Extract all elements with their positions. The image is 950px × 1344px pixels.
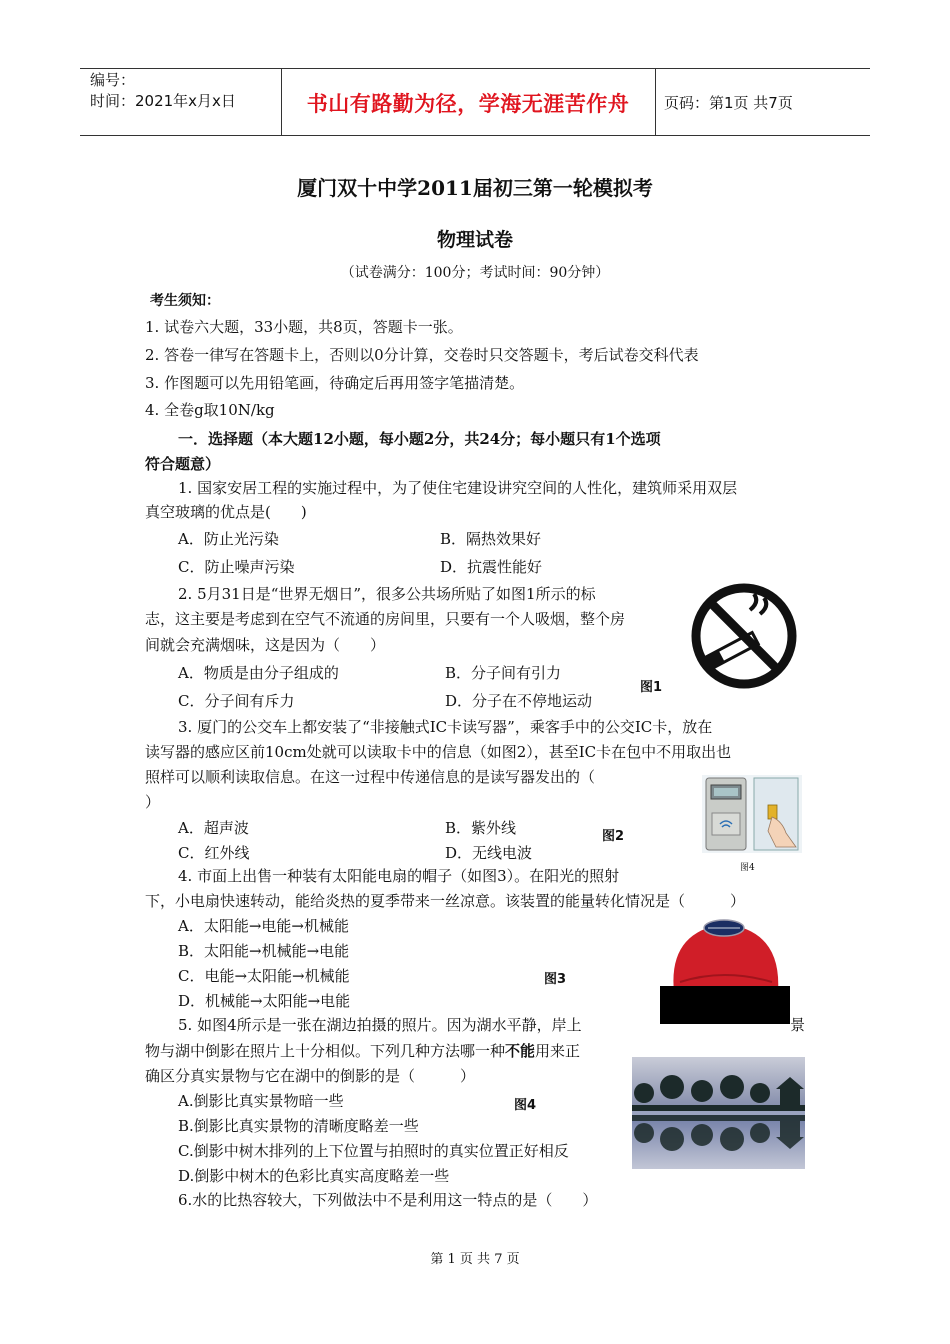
no-smoking-icon <box>688 580 800 692</box>
q4-stem: 4. 市面上出售一种装有太阳能电扇的帽子（如图3）。在阳光的照射 <box>178 867 620 885</box>
notice-item: 3. 作图题可以先用铅笔画，待确定后再用签字笔描清楚。 <box>145 374 525 392</box>
q5-stem-tail: 景 <box>790 1016 806 1034</box>
figure-1-label: 图1 <box>640 680 663 695</box>
q5-option-a: A.倒影比真实景物暗一些 <box>178 1092 344 1110</box>
q3-option-c: C．红外线 <box>178 844 250 862</box>
q1-stem: 真空玻璃的优点是( ) <box>145 503 307 521</box>
q5-option-b: B.倒影比真实景物的清晰度略差一些 <box>178 1117 419 1135</box>
header-motto: 书山有路勤为径，学海无涯苦作舟 <box>306 92 630 116</box>
q2-stem: 志，这主要是考虑到在空气不流通的房间里，只要有一个人吸烟，整个房 <box>145 610 626 628</box>
figure-4-label: 图4 <box>514 1098 537 1113</box>
figure-3-label: 图3 <box>544 972 567 987</box>
q3-option-b: B．紫外线 <box>445 819 517 837</box>
q2-option-d: D．分子在不停地运动 <box>445 692 593 710</box>
q2-option-c: C．分子间有斥力 <box>178 692 295 710</box>
q1-stem: 1. 国家安居工程的实施过程中，为了使住宅建设讲究空间的人性化，建筑师采用双层 <box>178 479 738 497</box>
header-left <box>90 70 280 112</box>
q4-option-a: A．太阳能→电能→机械能 <box>178 917 349 935</box>
q2-option-b: B．分子间有引力 <box>445 664 562 682</box>
q2-option-a: A．物质是由分子组成的 <box>178 664 339 682</box>
solar-fan-hat-image <box>660 912 790 1024</box>
ic-card-reader-image <box>702 775 802 853</box>
header-number: 编号： <box>90 71 136 89</box>
q2-stem: 2. 5月31日是“世界无烟日”，很多公共场所贴了如图1所示的标 <box>178 585 596 603</box>
q1-option-d: D．抗震性能好 <box>440 558 543 576</box>
figure-small-label: 图4 <box>740 863 755 873</box>
q5-stem-post: 用来正 <box>535 1042 581 1060</box>
q5-option-d: D.倒影中树木的色彩比真实高度略差一些 <box>178 1167 450 1185</box>
notice-heading: 考生须知： <box>150 293 220 309</box>
header-divider-right <box>655 68 656 136</box>
q2-stem: 间就会充满烟味，这是因为（ ） <box>145 636 386 654</box>
q5-stem: 5. 如图4所示是一张在湖边拍摄的照片。因为湖水平静，岸上 <box>178 1016 582 1034</box>
q4-option-b: B．太阳能→机械能→电能 <box>178 942 350 960</box>
q3-stem: 3. 厦门的公交车上都安装了“非接触式IC卡读写器”，乘客手中的公交IC卡，放在 <box>178 718 713 736</box>
notice-item: 4. 全卷g取10N/kg <box>145 401 275 419</box>
q3-stem: ） <box>145 793 161 811</box>
q6-stem: 6.水的比热容较大，下列做法中不是利用这一特点的是（ ） <box>178 1191 598 1209</box>
q3-option-d: D．无线电波 <box>445 844 533 862</box>
q4-stem: 下，小电扇快速转动，能给炎热的夏季带来一丝凉意。该装置的能量转化情况是（ ） <box>145 892 746 910</box>
q4-option-d: D．机械能→太阳能→电能 <box>178 992 351 1010</box>
header-bottom-border <box>80 135 870 136</box>
q5-stem-line2 <box>145 1040 580 1061</box>
section-heading-line1: 一．选择题（本大题12小题，每小题2分，共24分；每小题只有1个选项 <box>178 430 661 448</box>
section-heading-line2: 符合题意） <box>145 455 221 473</box>
notice-item: 1. 试卷六大题，33小题，共8页，答题卡一张。 <box>145 318 463 336</box>
q5-stem-pre: 物与湖中倒影在照片上十分相似。下列几种方法哪一种 <box>145 1042 506 1060</box>
exam-title: 厦门双十中学2011届初三第一轮模拟考 <box>297 176 653 200</box>
lake-reflection-photo <box>632 1057 805 1169</box>
q5-option-c: C.倒影中树木排列的上下位置与拍照时的真实位置正好相反 <box>178 1142 569 1160</box>
exam-info: （试卷满分：100分；考试时间：90分钟） <box>340 265 610 281</box>
q5-stem-emphasis: 不能 <box>505 1042 536 1060</box>
header-page-info: 页码：第1页 共7页 <box>664 94 793 112</box>
q1-option-c: C．防止噪声污染 <box>178 558 295 576</box>
figure-2-label: 图2 <box>602 829 625 844</box>
q3-stem: 读写器的感应区前10cm处就可以读取卡中的信息（如图2），甚至IC卡在包中不用取出也 <box>145 743 732 761</box>
q4-option-c: C．电能→太阳能→机械能 <box>178 967 350 985</box>
notice-item: 2. 答卷一律写在答题卡上，否则以0分计算，交卷时只交答题卡，考后试卷交科代表 <box>145 346 699 364</box>
header-time: 时间：2021年x月x日 <box>90 92 236 110</box>
exam-subject: 物理试卷 <box>436 229 513 251</box>
header-top-border <box>80 68 870 69</box>
page-footer: 第 1 页 共 7 页 <box>430 1252 520 1267</box>
header-divider-left <box>281 68 282 136</box>
q3-option-a: A．超声波 <box>178 819 249 837</box>
q3-stem: 照样可以顺利读取信息。在这一过程中传递信息的是读写器发出的（ <box>145 768 596 786</box>
q1-option-b: B．隔热效果好 <box>440 530 542 548</box>
q5-stem: 确区分真实景物与它在湖中的倒影的是（ ） <box>145 1067 476 1085</box>
q1-option-a: A．防止光污染 <box>178 530 279 548</box>
